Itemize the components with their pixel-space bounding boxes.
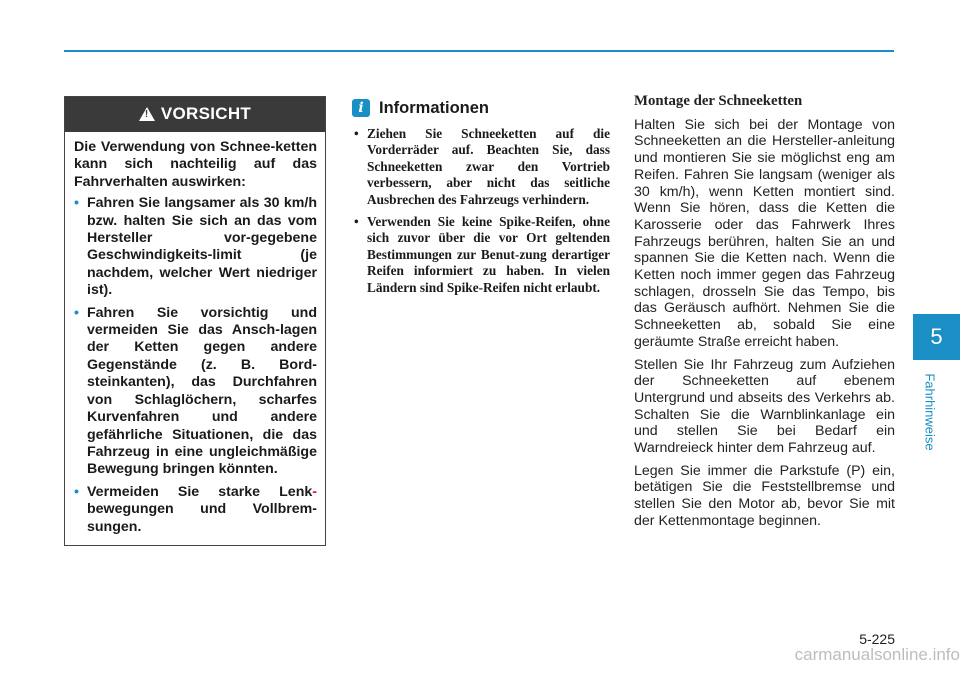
info-icon: i	[352, 99, 370, 117]
bullet-icon: •	[74, 483, 79, 500]
warning-item-text-b: bewegungen und Vollbrem-sungen.	[87, 501, 317, 535]
info-box	[352, 96, 610, 302]
watermark: carmanualsonline.info	[794, 645, 960, 664]
chapter-number: 5	[930, 324, 943, 349]
chapter-label: Fahrhinweise	[922, 373, 938, 451]
info-item	[352, 126, 610, 208]
warning-title: VORSICHT	[160, 104, 252, 123]
bullet-icon: •	[74, 195, 79, 212]
warning-item-text: Fahren Sie vorsichtig und vermeiden Sie das Ansch-lagen der Ketten gegen andere Gegenstände (z. B. Bord-steinkanten), das Durchfahren von Schlaglöchern, scharfes Kurvenfahren und andere gefährliche Situationen, die das Fahrzeug in eine ungleichmäßige Bewegung bringen könnten.	[87, 304, 317, 478]
warning-triangle-icon	[139, 107, 155, 121]
section-paragraph: Halten Sie sich bei der Montage von Schneeketten an die Hersteller-anleitung und montieren Sie sie möglichst eng am Reifen. Fahren Sie langsam (weniger als 30 km/h), wenn Ketten montiert sind. Wenn Sie hören, dass die Ketten die Karosserie oder das Fahrwerk Ihres Fahrzeugs berühren, halten Sie an und spannen Sie die Ketten nach. Wenn die Ketten noch immer gegen das Fahrzeug schlagen, drosseln Sie das Tempo, bis das Geräusch aufhört. Nehmen Sie die Schneeketten ab, sobald Sie eine geräumte Straße erreicht haben.	[634, 116, 895, 350]
info-title: Informationen	[379, 98, 489, 117]
header-rule	[64, 50, 894, 52]
hyphen-mark: -	[312, 483, 317, 500]
info-header	[352, 96, 610, 120]
section-paragraph: Legen Sie immer die Parkstufe (P) ein, betätigen Sie die Feststellbremse und stellen Sie den Motor ab, bevor Sie mit der Kettenmontage beginnen.	[634, 462, 895, 529]
info-item-text: Ziehen Sie Schneeketten auf die Vorderräder auf. Beachten Sie, dass Schneeketten zwar den Vortrieb verbessern, aber nicht das seitliche Ausbrechen des Fahrzeugs verhindern.	[367, 126, 610, 207]
chapter-label-wrap	[922, 364, 938, 460]
bullet-icon: •	[354, 126, 359, 141]
warning-item-text: Fahren Sie langsamer als 30 km/h bzw. halten Sie sich an das vom Hersteller vor-gegebene Geschwindigkeits-limit (je nachdem, welcher Wert niedriger ist).	[87, 195, 317, 299]
bullet-icon: •	[74, 304, 79, 321]
page-number: 5-225	[859, 631, 895, 647]
warning-body	[65, 131, 325, 536]
chapter-tab	[913, 314, 960, 360]
warning-item	[74, 484, 317, 536]
warning-item	[74, 195, 317, 299]
info-list	[352, 126, 610, 296]
info-item-text: Verwenden Sie keine Spike-Reifen, ohne sich zuvor über die vor Ort geltenden Bestimmungen zur Benut-zung derartiger Reifen informiert zu haben. In vielen Ländern sind Spike-Reifen nicht erlaubt.	[367, 214, 610, 295]
section-paragraph: Stellen Sie Ihr Fahrzeug zum Aufziehen der Schneeketten auf ebenem Untergrund und abseits des Verkehrs ab. Schalten Sie die Warnblinkanlage ein und stellen Sie bei Bedarf ein Warndreieck hinter dem Fahrzeug auf.	[634, 356, 895, 457]
warning-list	[74, 195, 317, 536]
warning-intro: Die Verwendung von Schnee-ketten kann sich nachteilig auf das Fahrverhalten auswirken:	[74, 139, 317, 190]
warning-header	[65, 97, 325, 131]
bullet-icon: •	[354, 214, 359, 230]
section-column	[634, 93, 895, 536]
info-item	[352, 214, 610, 296]
warning-item-text-a: Vermeiden Sie starke Lenk	[87, 483, 313, 500]
warning-box	[64, 96, 326, 546]
section-title: Montage der Schneeketten	[634, 93, 803, 109]
warning-item	[74, 305, 317, 479]
